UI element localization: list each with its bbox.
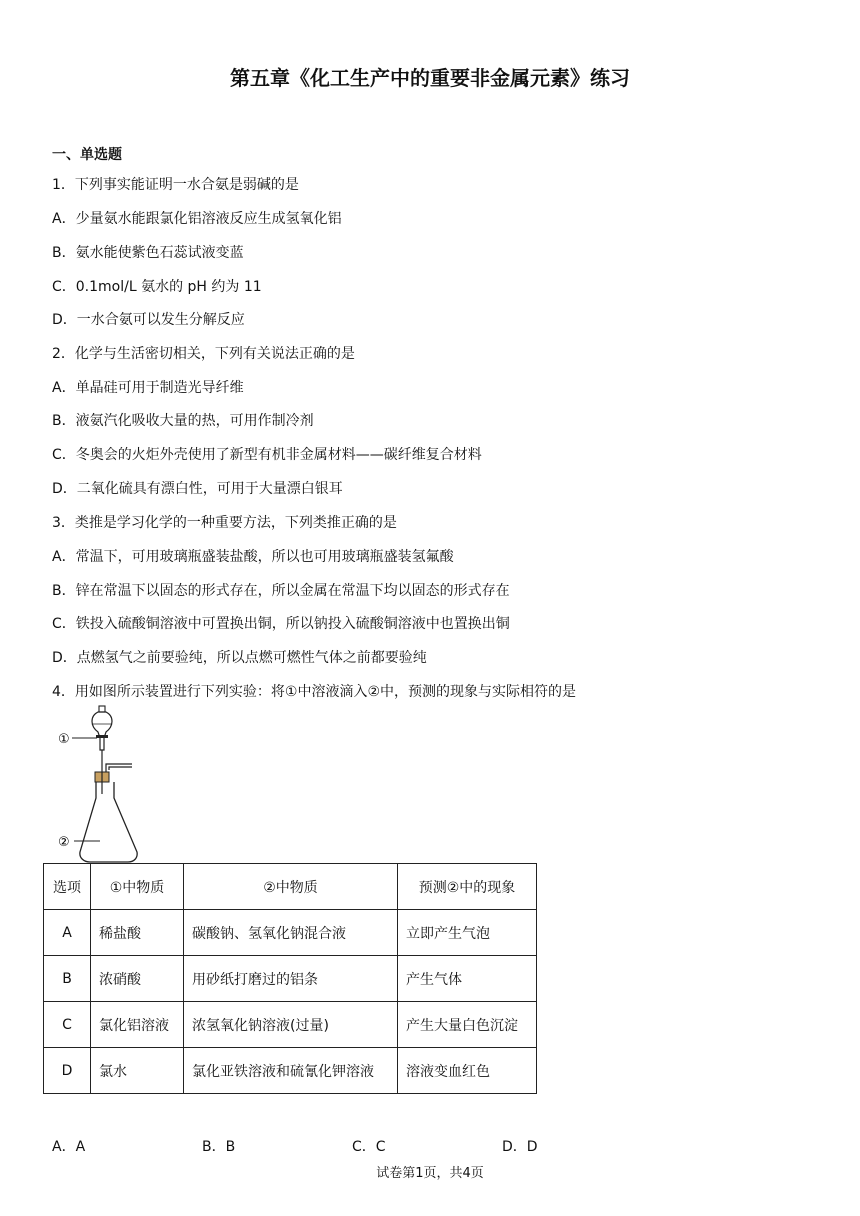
table-cell: 浓氢氧化钠溶液(过量) bbox=[184, 1002, 398, 1048]
label-1: ① bbox=[58, 732, 70, 747]
question-2: 2．化学与生活密切相关，下列有关说法正确的是 bbox=[52, 346, 355, 362]
question-3: 3．类推是学习化学的一种重要方法，下列类推正确的是 bbox=[52, 515, 397, 531]
section-heading: 一、单选题 bbox=[52, 147, 122, 163]
apparatus-diagram bbox=[52, 702, 152, 864]
q2-option-b: B．液氨汽化吸收大量的热，可用作制冷剂 bbox=[52, 413, 314, 429]
header-cell: 预测②中的现象 bbox=[398, 864, 537, 910]
table-cell: 稀盐酸 bbox=[91, 910, 184, 956]
page-footer: 试卷第1页，共4页 bbox=[376, 1166, 484, 1181]
question-1: 1．下列事实能证明一水合氨是弱碱的是 bbox=[52, 177, 299, 193]
q4-option-a: A．A bbox=[52, 1139, 86, 1155]
q1-option-b: B．氨水能使紫色石蕊试液变蓝 bbox=[52, 245, 244, 261]
q4-option-d: D．D bbox=[502, 1139, 538, 1155]
table-cell: 用砂纸打磨过的铝条 bbox=[184, 956, 398, 1002]
q3-option-a: A．常温下，可用玻璃瓶盛装盐酸，所以也可用玻璃瓶盛装氢氟酸 bbox=[52, 549, 454, 565]
page-title: 第五章《化工生产中的重要非金属元素》练习 bbox=[230, 66, 630, 90]
table-cell: 碳酸钠、氢氧化钠混合液 bbox=[184, 910, 398, 956]
table-cell: 氯水 bbox=[91, 1048, 184, 1094]
q2-option-a: A．单晶硅可用于制造光导纤维 bbox=[52, 380, 244, 396]
table-cell: 溶液变血红色 bbox=[398, 1048, 537, 1094]
table-cell: D bbox=[44, 1048, 91, 1094]
table-header-row bbox=[44, 864, 537, 910]
table-row bbox=[44, 1002, 537, 1048]
table-row bbox=[44, 910, 537, 956]
header-cell: 选项 bbox=[44, 864, 91, 910]
table-row bbox=[44, 956, 537, 1002]
table-cell: A bbox=[44, 910, 91, 956]
q3-option-d: D．点燃氢气之前要验纯，所以点燃可燃性气体之前都要验纯 bbox=[52, 650, 427, 666]
question-4: 4．用如图所示装置进行下列实验：将①中溶液滴入②中，预测的现象与实际相符的是 bbox=[52, 684, 577, 700]
table-cell: 氯化铝溶液 bbox=[91, 1002, 184, 1048]
table-cell: C bbox=[44, 1002, 91, 1048]
q4-option-b: B．B bbox=[202, 1139, 236, 1155]
q1-option-c: C．0.1mol/L 氨水的 pH 约为 11 bbox=[52, 279, 262, 295]
table-cell: 产生气体 bbox=[398, 956, 537, 1002]
options-table bbox=[43, 863, 537, 1094]
header-cell: ②中物质 bbox=[184, 864, 398, 910]
table-row bbox=[44, 1048, 537, 1094]
table-cell: 浓硝酸 bbox=[91, 956, 184, 1002]
table-cell: 立即产生气泡 bbox=[398, 910, 537, 956]
label-2: ② bbox=[58, 835, 70, 850]
q3-option-c: C．铁投入硫酸铜溶液中可置换出铜，所以钠投入硫酸铜溶液中也置换出铜 bbox=[52, 616, 510, 632]
table-cell: B bbox=[44, 956, 91, 1002]
q4-option-c: C．C bbox=[352, 1139, 386, 1155]
table-cell: 产生大量白色沉淀 bbox=[398, 1002, 537, 1048]
q2-option-c: C．冬奥会的火炬外壳使用了新型有机非金属材料——碳纤维复合材料 bbox=[52, 447, 482, 463]
q3-option-b: B．锌在常温下以固态的形式存在，所以金属在常温下均以固态的形式存在 bbox=[52, 583, 510, 599]
q2-option-d: D．二氧化硫具有漂白性，可用于大量漂白银耳 bbox=[52, 481, 343, 497]
q1-option-d: D．一水合氨可以发生分解反应 bbox=[52, 312, 245, 328]
q1-option-a: A．少量氨水能跟氯化铝溶液反应生成氢氧化铝 bbox=[52, 211, 342, 227]
header-cell: ①中物质 bbox=[91, 864, 184, 910]
table-cell: 氯化亚铁溶液和硫氰化钾溶液 bbox=[184, 1048, 398, 1094]
